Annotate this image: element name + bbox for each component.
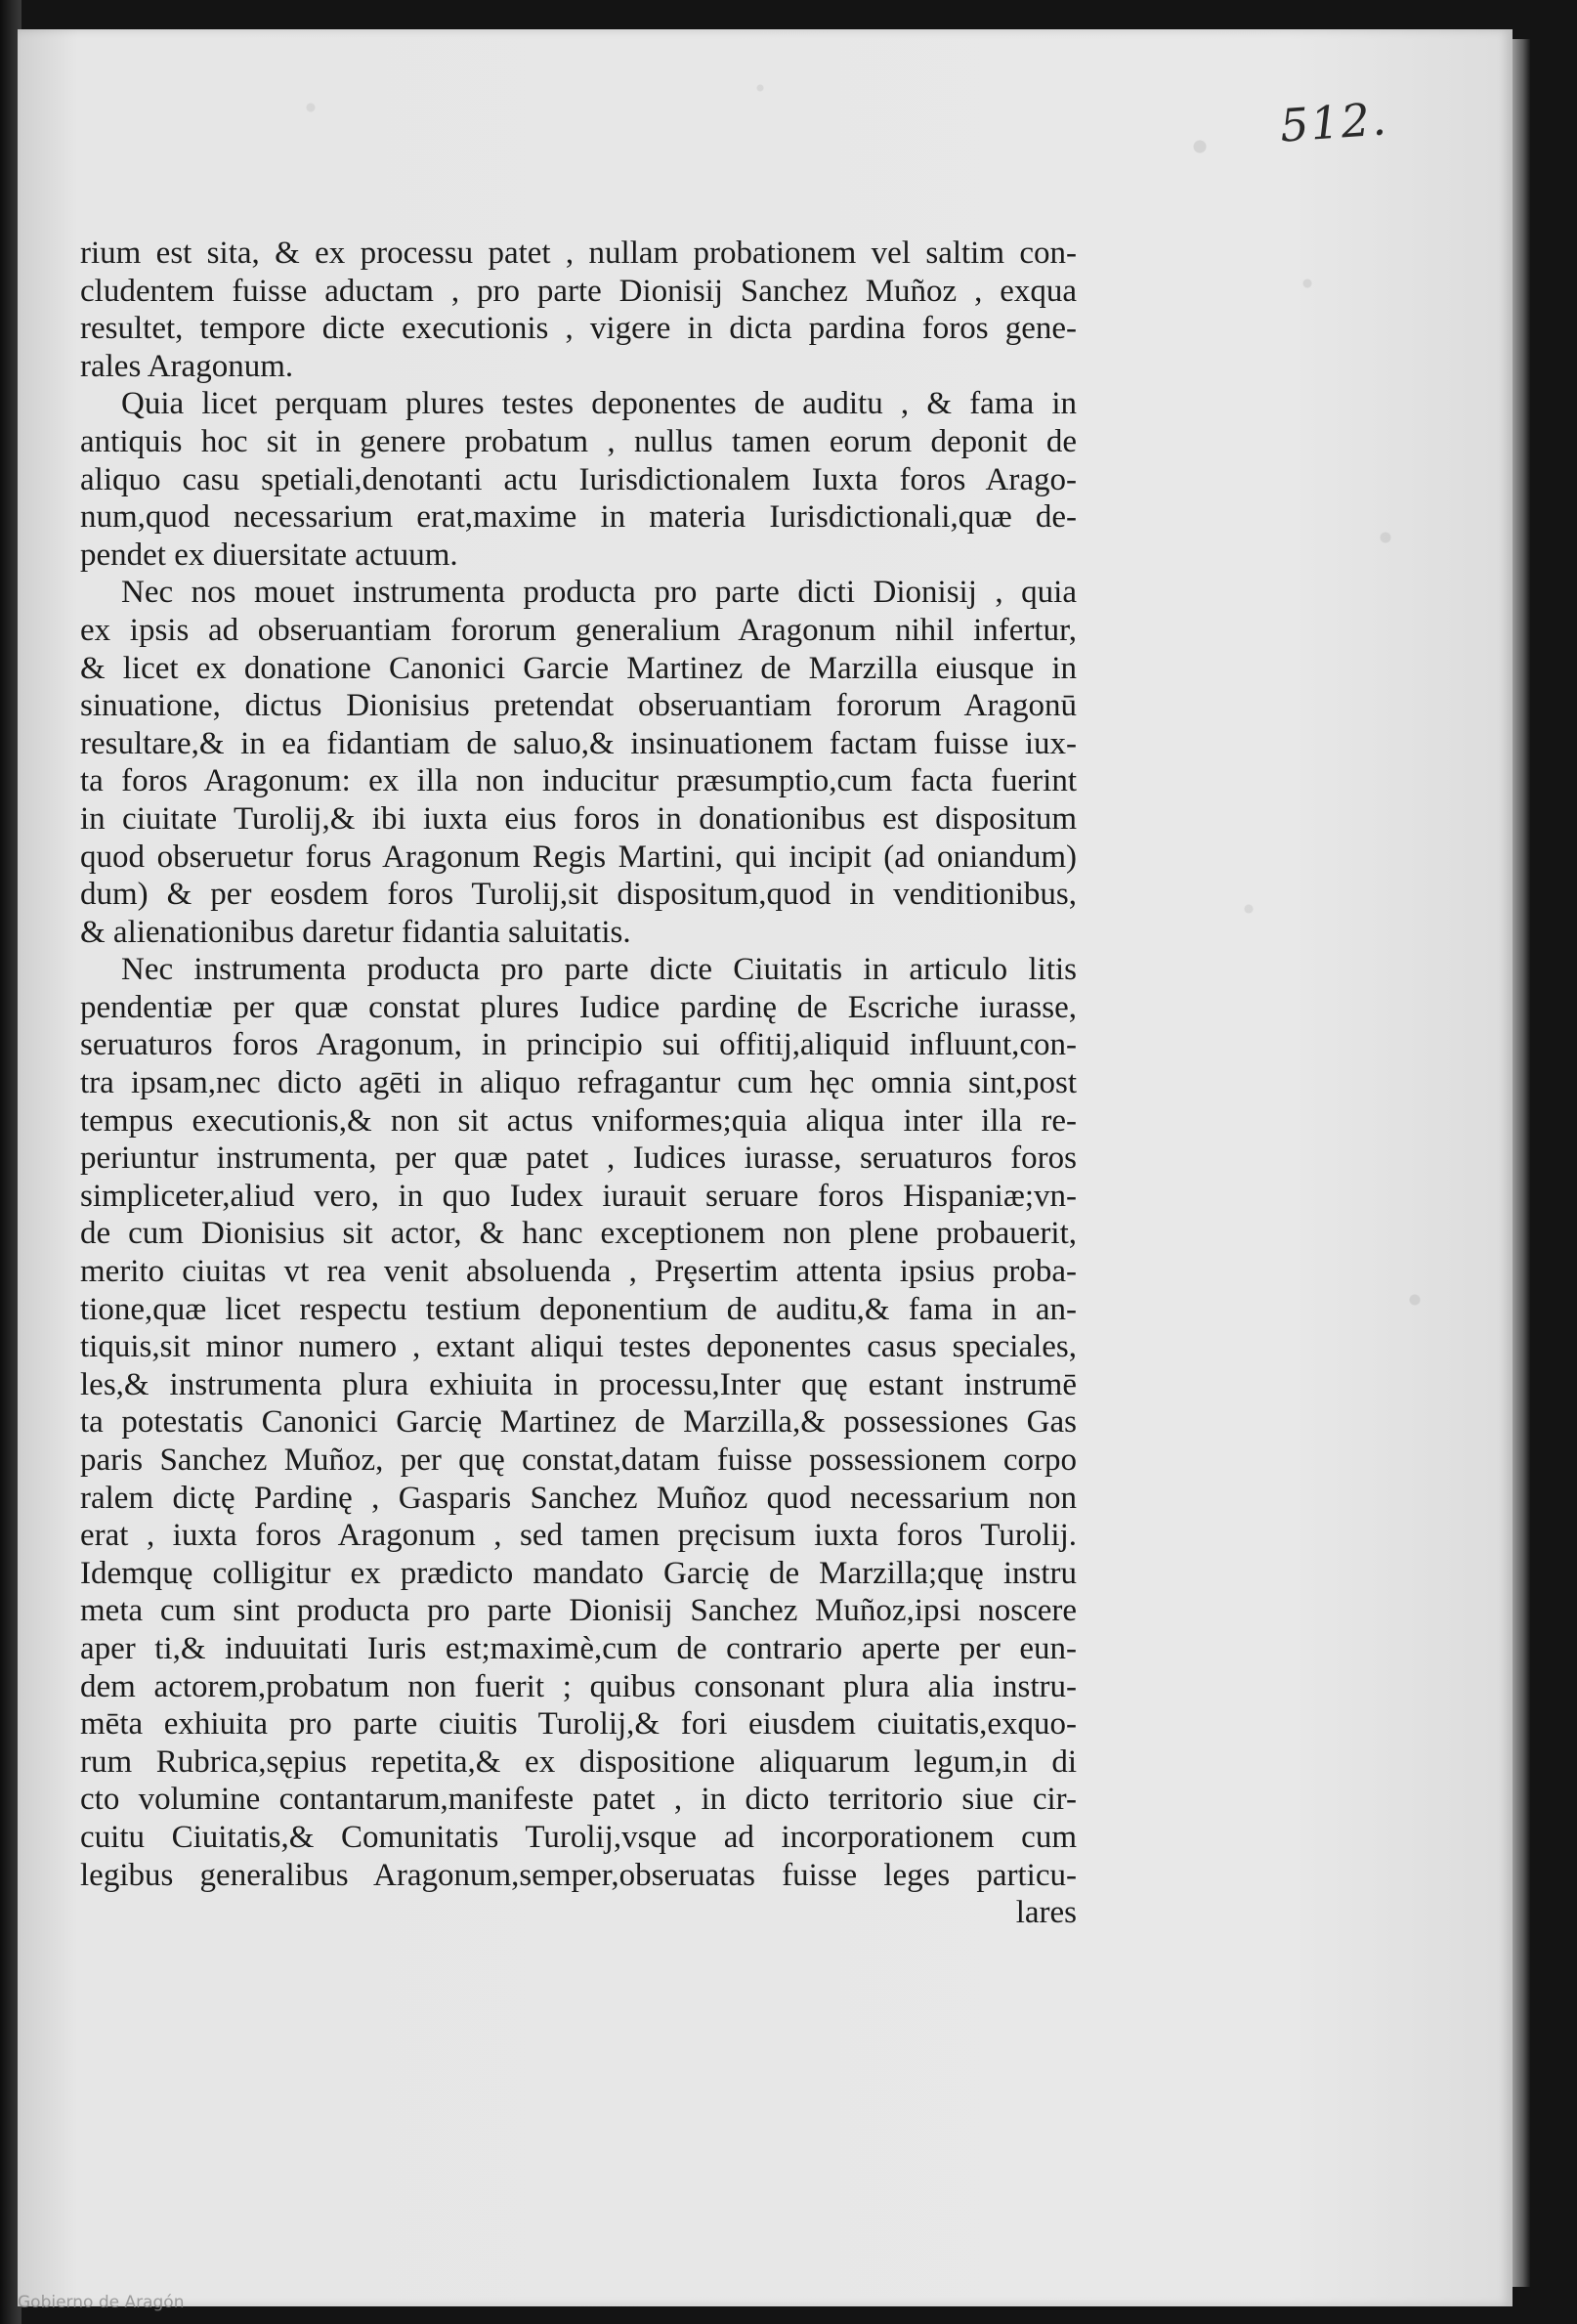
text-line: cludentem fuisse aductam , pro parte Dionisij Sanchez Muñoz , exqua: [80, 273, 1077, 309]
text-line: pendentiæ per quæ constat plures Iudice pardinę de Escriche iurasse,: [80, 989, 1077, 1025]
text-line: dem actorem,probatum non fuerit ; quibus consonant plura alia instru-: [80, 1668, 1077, 1704]
text-line: ta foros Aragonum: ex illa non inducitur præsumptio,cum facta fuerint: [80, 763, 1077, 799]
text-line: rum Rubrica,sępius repetita,& ex dispositione aliquarum legum,in di: [80, 1743, 1077, 1780]
text-line: erat , iuxta foros Aragonum , sed tamen pręcisum iuxta foros Turolij.: [80, 1518, 1077, 1554]
text-line: num,quod necessarium erat,maxime in materia Iurisdictionali,quæ de-: [80, 499, 1077, 536]
text-line: & alienationibus daretur fidantia saluitatis.: [80, 914, 631, 950]
text-line: cto volumine contantarum,manifeste patet , in dicto territorio siue cir-: [80, 1782, 1077, 1818]
text-line: sinuatione, dictus Dionisius pretendat obseruantiam fororum Aragonū: [80, 688, 1077, 724]
text-line: legibus generalibus Aragonum,semper,obseruatas fuisse leges particu-: [80, 1857, 1077, 1893]
text-line: meta cum sint producta pro parte Dionisij Sanchez Muñoz,ipsi noscere: [80, 1593, 1077, 1629]
catchword: lares: [1015, 1895, 1077, 1931]
text-line: merito ciuitas vt rea venit absoluenda , Prȩsertim attenta ipsius proba-: [80, 1254, 1077, 1290]
archive-watermark: Gobierno de Aragón: [18, 2293, 185, 2312]
text-line: tempus executionis,& non sit actus vniformes;quia aliqua inter illa re-: [80, 1102, 1077, 1139]
handwritten-page-number: 512.: [1278, 92, 1390, 152]
text-line: Nec instrumenta producta pro parte dicte Ciuitatis in articulo litis: [121, 952, 1077, 988]
page-edge-shadow: [1513, 39, 1530, 2287]
text-line: mēta exhiuita pro parte ciuitis Turolij,& fori eiusdem ciuitatis,exquo-: [80, 1706, 1077, 1743]
text-line: in ciuitate Turolij,& ibi iuxta eius foros in donationibus est dispositum: [80, 800, 1077, 837]
text-line: resultare,& in ea fidantiam de saluo,& insinuationem factam fuisse iux-: [80, 725, 1077, 761]
text-line: seruaturos foros Aragonum, in principio sui offitij,aliquid influunt,con-: [80, 1027, 1077, 1063]
text-line: tione,quæ licet respectu testium deponentium de auditu,& fama in an-: [80, 1291, 1077, 1327]
text-line: ta potestatis Canonici Garcię Martinez de Marzilla,& possessiones Gas: [80, 1404, 1077, 1441]
text-line: quod obseruetur forus Aragonum Regis Martini, qui incipit (ad oniandum): [80, 839, 1077, 875]
text-line: pendet ex diuersitate actuum.: [80, 537, 458, 573]
text-line: rium est sita, & ex processu patet , nullam probationem vel saltim con-: [80, 236, 1077, 271]
text-line: tra ipsam,nec dicto agēti in aliquo refragantur cum hęc omnia sint,post: [80, 1065, 1077, 1101]
text-line: & licet ex donatione Canonici Garcie Martinez de Marzilla eiusque in: [80, 650, 1077, 686]
text-line: resultet, tempore dicte executionis , vigere in dicta pardina foros gene-: [80, 311, 1077, 347]
text-line: tiquis,sit minor numero , extant aliqui testes deponentes casus speciales,: [80, 1329, 1077, 1365]
text-line: dum) & per eosdem foros Turolij,sit dispositum,quod in venditionibus,: [80, 877, 1077, 913]
text-line: ralem dictę Pardinę , Gasparis Sanchez Muñoz quod necessarium non: [80, 1480, 1077, 1516]
text-line: de cum Dionisius sit actor, & hanc exceptionem non plene probauerit,: [80, 1216, 1077, 1252]
text-line: rales Aragonum.: [80, 348, 294, 384]
body-text: [80, 235, 1077, 1945]
text-line: aliquo casu spetiali,denotanti actu Iurisdictionalem Iuxta foros Arago-: [80, 461, 1077, 497]
text-line: simpliceter,aliud vero, in quo Iudex iurauit seruare foros Hispaniæ;vn-: [80, 1178, 1077, 1214]
text-line: ex ipsis ad obseruantiam fororum generalium Aragonum nihil infertur,: [80, 612, 1077, 648]
text-line: les,& instrumenta plura exhiuita in processu,Inter quę estant instrumē: [80, 1366, 1077, 1402]
text-line: paris Sanchez Muñoz, per quę constat,datam fuisse possessionem corpo: [80, 1442, 1077, 1478]
text-line: periuntur instrumenta, per quæ patet , Iudices iurasse, seruaturos foros: [80, 1140, 1077, 1177]
text-line: aper ti,& induuitati Iuris est;maximè,cum de contrario aperte per eun-: [80, 1630, 1077, 1666]
text-line: Idemquę colligitur ex prædicto mandato Garcię de Marzilla;quę instru: [80, 1555, 1077, 1591]
text-line: cuitu Ciuitatis,& Comunitatis Turolij,vsque ad incorporationem cum: [80, 1819, 1077, 1855]
text-line: Quia licet perquam plures testes deponentes de auditu , & fama in: [121, 386, 1077, 422]
text-line: antiquis hoc sit in genere probatum , nullus tamen eorum deponit de: [80, 423, 1077, 459]
text-line: Nec nos mouet instrumenta producta pro parte dicti Dionisij , quia: [121, 575, 1077, 611]
